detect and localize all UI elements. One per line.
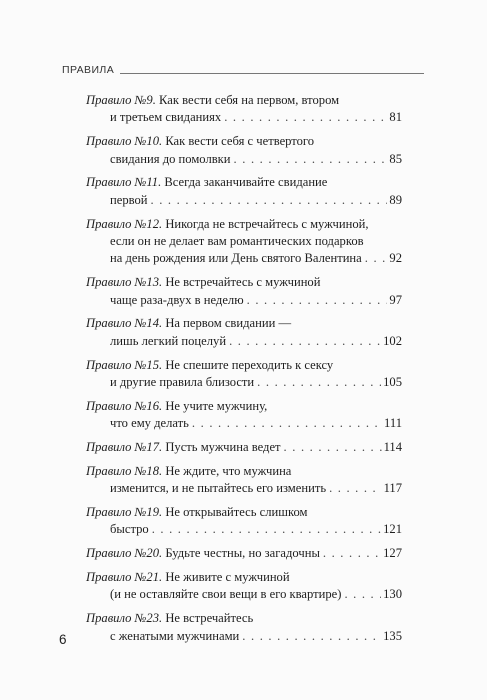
toc-line bbox=[86, 92, 402, 109]
rule-title-text: Не встречайтесь с мужчиной bbox=[162, 275, 321, 290]
rule-label: Правило №10. bbox=[86, 134, 163, 149]
page-ref: 81 bbox=[389, 110, 402, 125]
toc-line bbox=[86, 480, 402, 497]
dot-leader bbox=[224, 109, 387, 126]
toc-line bbox=[86, 274, 402, 291]
toc-line bbox=[86, 151, 402, 168]
rule-label: Правило №15. bbox=[86, 357, 163, 372]
rule-label: Правило №18. bbox=[86, 463, 163, 478]
page-ref: 127 bbox=[383, 546, 402, 561]
toc-line bbox=[86, 174, 402, 191]
rule-title-text: Не встречайтесь bbox=[162, 611, 254, 626]
toc-line bbox=[86, 463, 402, 480]
rule-label: Правило №16. bbox=[86, 398, 163, 413]
rule-title-text: Не спешите переходить к сексу bbox=[162, 357, 334, 372]
toc-line bbox=[86, 133, 402, 150]
rule-title-text: и другие правила близости bbox=[110, 375, 255, 390]
rule-title-text: свидания до помолвки bbox=[110, 151, 231, 166]
toc-entry bbox=[86, 545, 402, 562]
toc-line bbox=[86, 357, 402, 374]
toc-entry bbox=[86, 439, 402, 456]
toc-entry bbox=[86, 357, 402, 392]
toc-line bbox=[86, 315, 402, 332]
rule-title-text: Будьте честны, но загадочны bbox=[162, 546, 320, 561]
rule-label: Правило №11. bbox=[86, 175, 162, 190]
rule-label: Правило №21. bbox=[86, 570, 163, 585]
page-ref: 102 bbox=[383, 333, 402, 348]
page-ref: 92 bbox=[389, 251, 402, 266]
rule-title-text: первой bbox=[110, 192, 148, 207]
rule-title-text: если он не делает вам романтических подарков bbox=[110, 234, 364, 249]
toc-line bbox=[86, 569, 402, 586]
toc-line bbox=[86, 109, 402, 126]
toc-entry bbox=[86, 216, 402, 268]
header-rule bbox=[120, 73, 424, 74]
toc-line bbox=[86, 521, 402, 538]
toc-line bbox=[86, 610, 402, 627]
toc-entry bbox=[86, 315, 402, 350]
dot-leader bbox=[365, 250, 388, 267]
dot-leader bbox=[242, 628, 381, 645]
page-ref: 111 bbox=[384, 416, 402, 431]
page-ref: 130 bbox=[383, 587, 402, 602]
page-ref: 114 bbox=[383, 440, 402, 455]
toc-entry bbox=[86, 174, 402, 209]
toc-line bbox=[86, 439, 402, 456]
rule-label: Правило №13. bbox=[86, 275, 163, 290]
toc-line bbox=[86, 233, 402, 250]
toc-entry bbox=[86, 504, 402, 539]
dot-leader bbox=[151, 192, 388, 209]
page-ref: 85 bbox=[389, 151, 402, 166]
rule-title-text: На первом свидании — bbox=[162, 316, 292, 331]
rule-title-text: (и не оставляйте свои вещи в его квартире) bbox=[110, 587, 342, 602]
toc-entry bbox=[86, 569, 402, 604]
toc-line bbox=[86, 415, 402, 432]
table-of-contents bbox=[86, 92, 402, 651]
dot-leader bbox=[192, 415, 382, 432]
rule-title-text: Не открывайтесь слишком bbox=[162, 505, 308, 520]
header-title: ПРАВИЛА bbox=[62, 64, 115, 76]
toc-entry bbox=[86, 274, 402, 309]
page-ref: 135 bbox=[383, 628, 402, 643]
toc-line bbox=[86, 586, 402, 603]
page-ref: 97 bbox=[389, 292, 402, 307]
rule-title-text: Не ждите, что мужчина bbox=[162, 463, 292, 478]
page-ref: 105 bbox=[383, 375, 402, 390]
rule-title-text: Как вести себя на первом, втором bbox=[155, 93, 340, 107]
dot-leader bbox=[234, 151, 388, 168]
rule-title-text: Пусть мужчина ведет bbox=[162, 440, 281, 455]
rule-title-text: чаще раза-двух в неделю bbox=[110, 292, 244, 307]
toc-entry bbox=[86, 92, 402, 127]
dot-leader bbox=[323, 545, 381, 562]
rule-title-text: Не живите с мужчиной bbox=[162, 570, 290, 585]
toc-entry bbox=[86, 133, 402, 168]
dot-leader bbox=[229, 333, 381, 350]
page-ref: 89 bbox=[389, 192, 402, 207]
rule-label: Правило №17. bbox=[86, 440, 163, 455]
toc-line bbox=[86, 545, 402, 562]
running-header bbox=[62, 64, 424, 76]
toc-entry bbox=[86, 398, 402, 433]
toc-line bbox=[86, 398, 402, 415]
rule-title-text: Никогда не встречайтесь с мужчиной, bbox=[162, 216, 369, 231]
dot-leader bbox=[329, 480, 382, 497]
rule-title-text: что ему делать bbox=[110, 416, 189, 431]
toc-entry bbox=[86, 463, 402, 498]
page-number: 6 bbox=[59, 632, 67, 647]
toc-line bbox=[86, 333, 402, 350]
toc-line bbox=[86, 374, 402, 391]
toc-line bbox=[86, 192, 402, 209]
page-ref: 117 bbox=[383, 481, 402, 496]
rule-label: Правило №14. bbox=[86, 316, 163, 331]
rule-label: Правило №19. bbox=[86, 505, 163, 520]
dot-leader bbox=[257, 374, 381, 391]
toc-line bbox=[86, 504, 402, 521]
rule-title-text: лишь легкий поцелуй bbox=[110, 333, 227, 348]
rule-title-text: изменится, и не пытайтесь его изменить bbox=[110, 481, 327, 496]
dot-leader bbox=[344, 586, 381, 603]
rule-label: Правило №9. bbox=[86, 93, 156, 107]
rule-title-text: Всегда заканчивайте свидание bbox=[161, 175, 328, 190]
dot-leader bbox=[284, 439, 382, 456]
toc-line bbox=[86, 216, 402, 233]
toc-line bbox=[86, 292, 402, 309]
toc-line bbox=[86, 628, 402, 645]
rule-title-text: с женатыми мужчинами bbox=[110, 628, 240, 643]
rule-label: Правило №20. bbox=[86, 546, 163, 561]
toc-line bbox=[86, 250, 402, 267]
dot-leader bbox=[247, 292, 388, 309]
rule-title-text: и третьем свиданиях bbox=[110, 110, 222, 125]
toc-entry bbox=[86, 610, 402, 645]
rule-title-text: быстро bbox=[110, 522, 149, 537]
rule-label: Правило №12. bbox=[86, 216, 163, 231]
rule-label: Правило №23. bbox=[86, 611, 163, 626]
rule-title-text: Как вести себя с четвертого bbox=[162, 134, 315, 149]
rule-title-text: на день рождения или День святого Валентина bbox=[110, 251, 362, 266]
rule-title-text: Не учите мужчину, bbox=[162, 398, 268, 413]
dot-leader bbox=[152, 521, 381, 538]
page-ref: 121 bbox=[383, 522, 402, 537]
